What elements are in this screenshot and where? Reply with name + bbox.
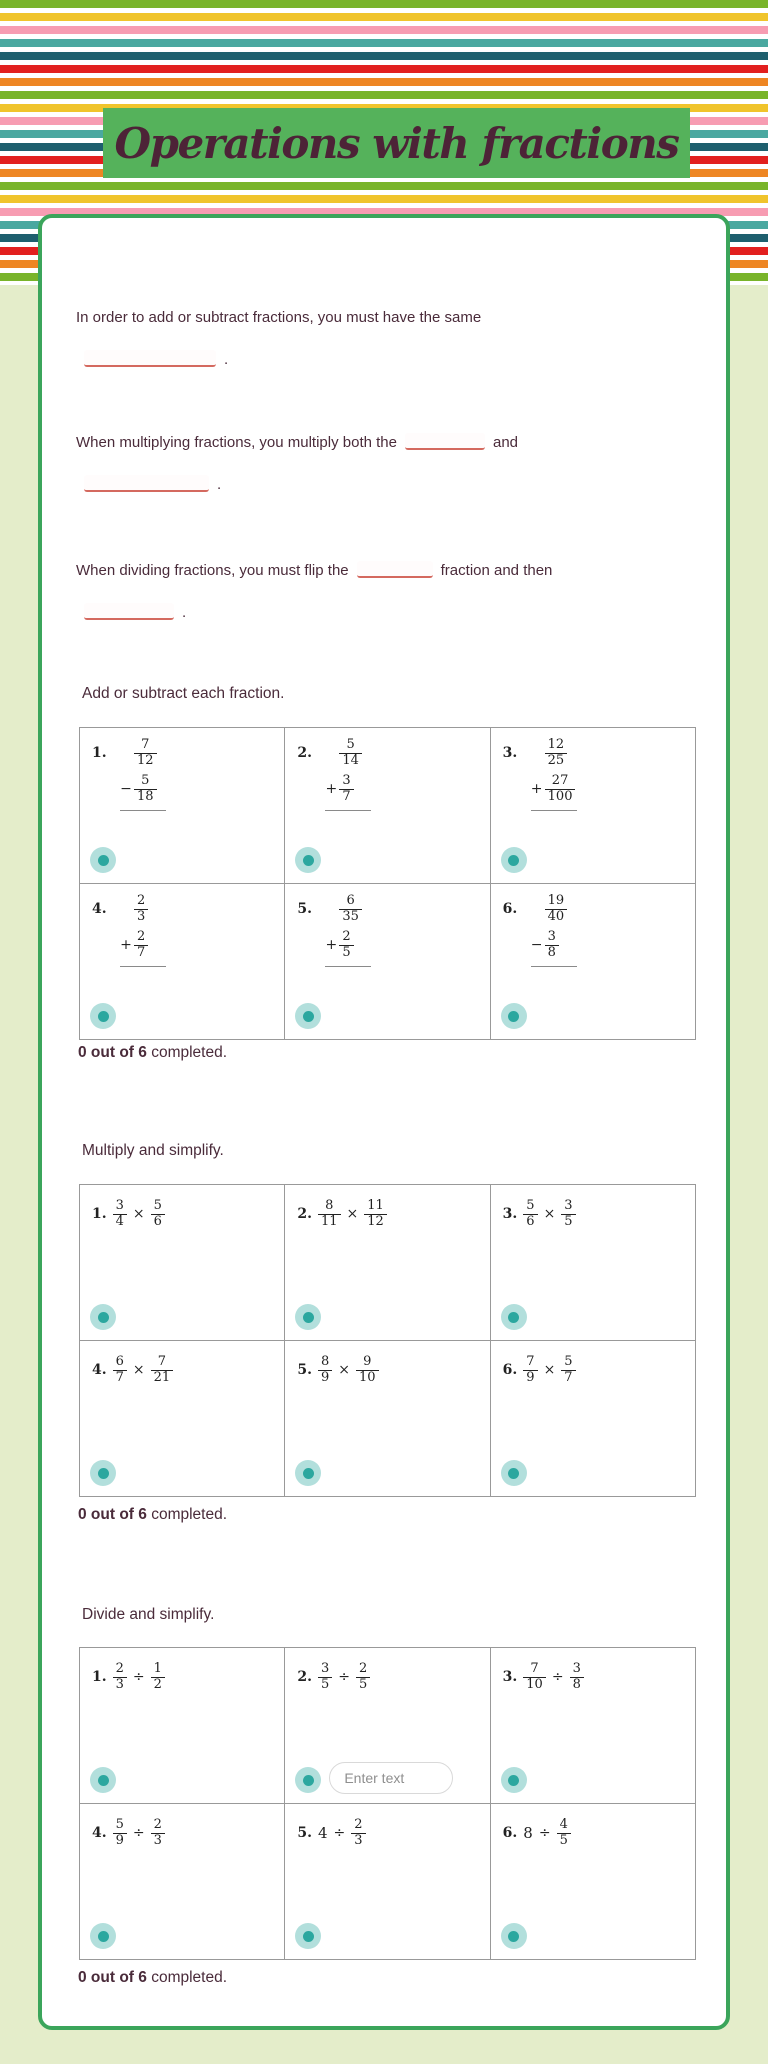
fraction	[351, 1818, 365, 1849]
fraction-numerator: 12	[547, 737, 565, 752]
fraction-denominator: 14	[339, 753, 362, 769]
answer-dot[interactable]	[90, 1304, 116, 1330]
fraction	[561, 1355, 575, 1386]
answer-dot[interactable]	[90, 1460, 116, 1486]
blank-field[interactable]	[405, 433, 485, 450]
progress-label: completed.	[146, 1506, 228, 1523]
answer-dot[interactable]	[90, 847, 116, 873]
problem-cell	[491, 1185, 696, 1341]
fraction-numerator: 5	[526, 1198, 535, 1213]
problem-expression	[92, 1199, 278, 1230]
fraction	[134, 894, 148, 925]
problem-row	[503, 894, 689, 925]
problem-number: 3.	[502, 745, 518, 762]
progress-text	[78, 1044, 227, 1062]
problem-expression	[297, 1355, 483, 1386]
problem-number: 6.	[502, 1362, 518, 1379]
problem-row	[503, 738, 689, 769]
problem-number: 1.	[92, 1206, 107, 1223]
fraction	[151, 1662, 165, 1693]
problem-number: 5.	[297, 1825, 312, 1842]
fraction-denominator: 7	[134, 945, 148, 961]
operator: +	[120, 937, 132, 954]
stripe	[0, 26, 768, 34]
answer-text-input[interactable]	[329, 1762, 453, 1794]
question	[76, 429, 712, 513]
fraction-denominator: 9	[318, 1370, 332, 1386]
problem-expression	[503, 1662, 689, 1693]
fraction-numerator: 3	[342, 772, 351, 788]
problem-number: 3.	[502, 1206, 518, 1223]
answer-dot-core	[303, 1312, 314, 1323]
answer-dot-core	[98, 1775, 109, 1786]
problem-cell	[491, 1648, 696, 1804]
problem-cell	[285, 1341, 490, 1497]
fraction-denominator: 5	[557, 1833, 571, 1849]
answer-line	[325, 810, 371, 811]
question-text: and	[492, 434, 519, 451]
answer-dot[interactable]	[295, 847, 321, 873]
answer-dot[interactable]	[501, 1003, 527, 1029]
answer-dot-core	[508, 1931, 519, 1942]
fraction-denominator: 3	[151, 1833, 165, 1849]
answer-dot-core	[98, 1931, 109, 1942]
fraction-numerator: 8	[325, 1198, 334, 1213]
stripe	[0, 91, 768, 99]
problem-row	[297, 774, 483, 805]
operator: ÷	[132, 1669, 145, 1686]
fraction	[113, 1199, 127, 1230]
fraction-denominator: 100	[545, 789, 576, 805]
fraction-numerator: 5	[115, 1817, 124, 1832]
question	[76, 557, 712, 641]
fraction-numerator: 8	[320, 1354, 330, 1369]
problem-cell	[80, 1185, 285, 1341]
progress-count: 0 out of 6	[78, 1044, 147, 1061]
fraction	[318, 1662, 332, 1693]
fraction-denominator: 7	[113, 1370, 127, 1386]
problem-row	[297, 894, 483, 925]
operator: +	[325, 781, 338, 798]
fraction-denominator: 7	[561, 1370, 575, 1386]
fraction-denominator: 21	[151, 1370, 174, 1386]
problems-table	[79, 1647, 696, 1960]
fraction	[339, 894, 362, 925]
stripe	[0, 13, 768, 21]
problem-expression	[92, 1818, 278, 1849]
fraction-denominator: 3	[113, 1677, 127, 1693]
answer-dot-core	[303, 1468, 314, 1479]
operator: +	[325, 937, 338, 954]
operator: ×	[132, 1206, 145, 1223]
question-text: In order to add or subtract fractions, you must have the same	[76, 309, 482, 326]
fraction	[151, 1818, 165, 1849]
problem-row	[503, 930, 689, 961]
operator: +	[530, 781, 543, 798]
answer-line	[531, 810, 577, 811]
fraction-numerator: 5	[564, 1354, 573, 1369]
fraction	[545, 774, 576, 805]
fraction-numerator: 2	[115, 1661, 124, 1676]
problem-expression	[297, 1662, 483, 1693]
blank-field[interactable]	[84, 603, 174, 620]
fraction-numerator: 3	[564, 1198, 573, 1213]
question-line	[76, 346, 712, 373]
answer-dot-core	[303, 1931, 314, 1942]
problems-table	[79, 1184, 696, 1497]
fraction	[113, 1818, 127, 1849]
fraction	[318, 1355, 332, 1386]
answer-dot[interactable]	[295, 1460, 321, 1486]
stripe	[0, 0, 768, 8]
problems-table	[79, 727, 696, 1040]
problem-cell	[285, 884, 490, 1040]
question-text: When multiplying fractions, you multiply both the	[76, 434, 397, 451]
problem-number: 6.	[502, 1825, 518, 1842]
fraction-denominator: 25	[545, 753, 568, 769]
fraction-numerator: 5	[153, 1198, 162, 1213]
fraction	[523, 1662, 546, 1693]
operator: ÷	[538, 1825, 551, 1842]
operator: ÷	[333, 1825, 346, 1842]
fraction	[134, 738, 157, 769]
fraction-numerator: 27	[551, 772, 569, 788]
problem-row	[297, 738, 483, 769]
progress-label: completed.	[146, 1969, 228, 1986]
fraction	[557, 1818, 571, 1849]
answer-dot-core	[508, 1312, 519, 1323]
fraction-numerator: 5	[141, 772, 150, 788]
operator: ÷	[338, 1669, 350, 1686]
answer-dot-core	[98, 855, 109, 866]
fraction-denominator: 6	[523, 1214, 537, 1230]
problem-number: 2.	[297, 1669, 312, 1686]
problem-expression	[92, 1355, 278, 1386]
fraction-denominator: 8	[545, 945, 559, 961]
question-line	[76, 304, 712, 331]
problem-row	[92, 774, 278, 805]
problem-number: 3.	[502, 1669, 518, 1686]
fraction-numerator: 3	[547, 928, 556, 944]
problem-cell	[80, 1341, 285, 1497]
worksheet-card	[38, 214, 730, 2030]
fraction	[113, 1355, 127, 1386]
blank-field[interactable]	[84, 475, 209, 492]
progress-text	[78, 1969, 227, 1987]
section-heading: Add or subtract each fraction.	[82, 685, 285, 702]
answer-line	[120, 966, 166, 967]
problem-row	[92, 738, 278, 769]
fraction-numerator: 3	[320, 1661, 330, 1676]
problem-cell	[285, 1648, 490, 1804]
fraction-denominator: 11	[318, 1214, 341, 1230]
problem-expression	[503, 1818, 689, 1849]
problem-cell	[80, 884, 285, 1040]
problem-expression	[297, 1199, 483, 1230]
fraction-denominator: 9	[113, 1833, 127, 1849]
fraction-denominator: 5	[356, 1677, 370, 1693]
question	[76, 304, 712, 388]
answer-dot[interactable]	[501, 1923, 527, 1949]
problem-row	[503, 774, 689, 805]
problem-expression	[503, 1199, 689, 1230]
problem-cell	[491, 884, 696, 1040]
fraction-denominator: 12	[364, 1214, 387, 1230]
operator: ×	[543, 1362, 556, 1379]
fraction	[339, 930, 353, 961]
blank-field[interactable]	[84, 350, 216, 367]
fraction	[356, 1355, 379, 1386]
fraction-denominator: 5	[339, 945, 353, 961]
fraction	[561, 1199, 575, 1230]
title-banner	[103, 108, 690, 178]
fraction-numerator: 2	[358, 1661, 368, 1676]
blank-field[interactable]	[357, 561, 433, 578]
fraction-numerator: 7	[141, 737, 150, 752]
page-title: Operations with fractions	[114, 118, 679, 168]
whole-number: 8	[523, 1824, 533, 1843]
fraction-numerator: 2	[342, 928, 351, 944]
question-text: .	[224, 351, 229, 368]
question-line	[76, 429, 712, 456]
problem-cell	[285, 728, 490, 884]
fraction	[134, 930, 148, 961]
problem-number: 2.	[297, 1206, 312, 1223]
fraction-denominator: 35	[339, 909, 362, 925]
section-heading: Divide and simplify.	[82, 1606, 215, 1623]
fraction	[523, 1355, 537, 1386]
stripe	[0, 195, 768, 203]
problem-cell	[491, 1341, 696, 1497]
fraction	[113, 1662, 127, 1693]
stripe	[0, 39, 768, 47]
answer-dot[interactable]	[90, 1767, 116, 1793]
answer-dot[interactable]	[501, 1460, 527, 1486]
fraction-denominator: 9	[523, 1370, 537, 1386]
problem-cell	[80, 1804, 285, 1960]
fraction	[364, 1199, 387, 1230]
problem-number: 4.	[92, 901, 107, 918]
problem-cell	[285, 1804, 490, 1960]
fraction	[339, 738, 362, 769]
fraction	[134, 774, 157, 805]
problem-cell	[80, 1648, 285, 1804]
fraction-denominator: 4	[113, 1214, 127, 1230]
problem-number: 2.	[297, 745, 312, 762]
problem-number: 1.	[92, 1669, 107, 1686]
fraction-numerator: 7	[157, 1354, 167, 1369]
fraction	[339, 774, 353, 805]
operator: ×	[543, 1206, 556, 1223]
problem-cell	[491, 728, 696, 884]
operator: ×	[132, 1362, 145, 1379]
answer-dot[interactable]	[501, 1767, 527, 1793]
problem-number: 4.	[92, 1362, 107, 1379]
fraction-denominator: 10	[356, 1370, 379, 1386]
problem-number: 6.	[502, 901, 518, 918]
fraction-numerator: 11	[367, 1198, 384, 1213]
problem-number: 5.	[297, 1362, 312, 1379]
answer-dot-core	[98, 1468, 109, 1479]
fraction	[151, 1355, 174, 1386]
answer-line	[325, 966, 371, 967]
fraction-numerator: 3	[115, 1198, 124, 1213]
problem-cell	[285, 1185, 490, 1341]
stripe	[0, 78, 768, 86]
fraction-numerator: 3	[572, 1661, 581, 1676]
operator: ×	[338, 1362, 350, 1379]
fraction-denominator: 12	[134, 753, 157, 769]
answer-dot-core	[303, 1775, 314, 1786]
problem-cell	[80, 728, 285, 884]
fraction-numerator: 5	[346, 737, 355, 752]
fraction-denominator: 7	[339, 789, 353, 805]
fraction-numerator: 2	[137, 893, 146, 908]
answer-dot-core	[508, 1011, 519, 1022]
section-heading: Multiply and simplify.	[82, 1142, 224, 1159]
answer-dot[interactable]	[501, 847, 527, 873]
fraction-denominator: 6	[151, 1214, 165, 1230]
stripe	[0, 182, 768, 190]
answer-dot[interactable]	[501, 1304, 527, 1330]
operator: −	[120, 781, 132, 798]
problem-number: 5.	[297, 901, 312, 918]
fraction	[570, 1662, 584, 1693]
progress-count: 0 out of 6	[78, 1969, 147, 1986]
answer-dot-core	[98, 1312, 109, 1323]
operator: ×	[346, 1206, 359, 1223]
answer-dot[interactable]	[295, 1923, 321, 1949]
fraction-numerator: 6	[346, 893, 355, 908]
question-line	[76, 471, 712, 498]
answer-dot-core	[303, 855, 314, 866]
stripe	[0, 65, 768, 73]
question-line	[76, 599, 712, 626]
fraction	[545, 738, 568, 769]
fraction	[151, 1199, 165, 1230]
whole-number: 4	[317, 1824, 328, 1843]
fraction-denominator: 8	[570, 1677, 584, 1693]
answer-dot-core	[98, 1011, 109, 1022]
fraction-denominator: 3	[351, 1833, 365, 1849]
answer-line	[531, 966, 577, 967]
problem-number: 4.	[92, 1825, 107, 1842]
fraction-numerator: 9	[363, 1354, 372, 1369]
answer-dot[interactable]	[90, 1923, 116, 1949]
question-text: fraction and then	[440, 562, 553, 579]
fraction	[523, 1199, 537, 1230]
fraction-numerator: 6	[115, 1354, 124, 1369]
fraction-denominator: 40	[545, 909, 568, 925]
problem-number: 1.	[92, 745, 107, 762]
fraction	[545, 930, 559, 961]
fraction-numerator: 2	[354, 1817, 363, 1832]
problem-expression	[297, 1818, 483, 1849]
fraction-numerator: 1	[153, 1661, 162, 1676]
fraction-denominator: 5	[561, 1214, 575, 1230]
fraction-numerator: 2	[137, 928, 146, 944]
operator: −	[530, 937, 543, 954]
progress-label: completed.	[146, 1044, 228, 1061]
progress-count: 0 out of 6	[78, 1506, 147, 1523]
answer-dot[interactable]	[90, 1003, 116, 1029]
answer-dot[interactable]	[295, 1003, 321, 1029]
progress-text	[78, 1506, 227, 1524]
question-text: When dividing fractions, you must flip the	[76, 562, 349, 579]
problem-row	[92, 930, 278, 961]
fraction-denominator: 2	[151, 1677, 165, 1693]
fraction-numerator: 2	[153, 1817, 162, 1832]
fraction-denominator: 5	[318, 1677, 332, 1693]
answer-dot-core	[508, 855, 519, 866]
fraction-numerator: 19	[547, 893, 565, 908]
fraction	[318, 1199, 341, 1230]
question-line	[76, 557, 712, 584]
problem-row	[297, 930, 483, 961]
fraction-denominator: 18	[134, 789, 157, 805]
problem-expression	[503, 1355, 689, 1386]
stripe	[0, 52, 768, 60]
fraction-denominator: 10	[523, 1677, 546, 1693]
answer-dot-core	[303, 1011, 314, 1022]
question-text: .	[217, 476, 222, 493]
problem-expression	[92, 1662, 278, 1693]
fraction-denominator: 3	[134, 909, 148, 925]
answer-dot-core	[508, 1775, 519, 1786]
fraction	[356, 1662, 370, 1693]
problem-row	[92, 894, 278, 925]
answer-dot[interactable]	[295, 1304, 321, 1330]
problem-cell	[491, 1804, 696, 1960]
operator: ÷	[132, 1825, 145, 1842]
answer-dot-core	[508, 1468, 519, 1479]
fraction-numerator: 7	[526, 1354, 535, 1369]
operator: ÷	[551, 1669, 564, 1686]
answer-dot[interactable]	[295, 1767, 321, 1793]
answer-line	[120, 810, 166, 811]
fraction	[545, 894, 568, 925]
fraction-numerator: 4	[559, 1817, 568, 1832]
question-text: .	[182, 604, 187, 621]
fraction-numerator: 7	[530, 1661, 539, 1676]
